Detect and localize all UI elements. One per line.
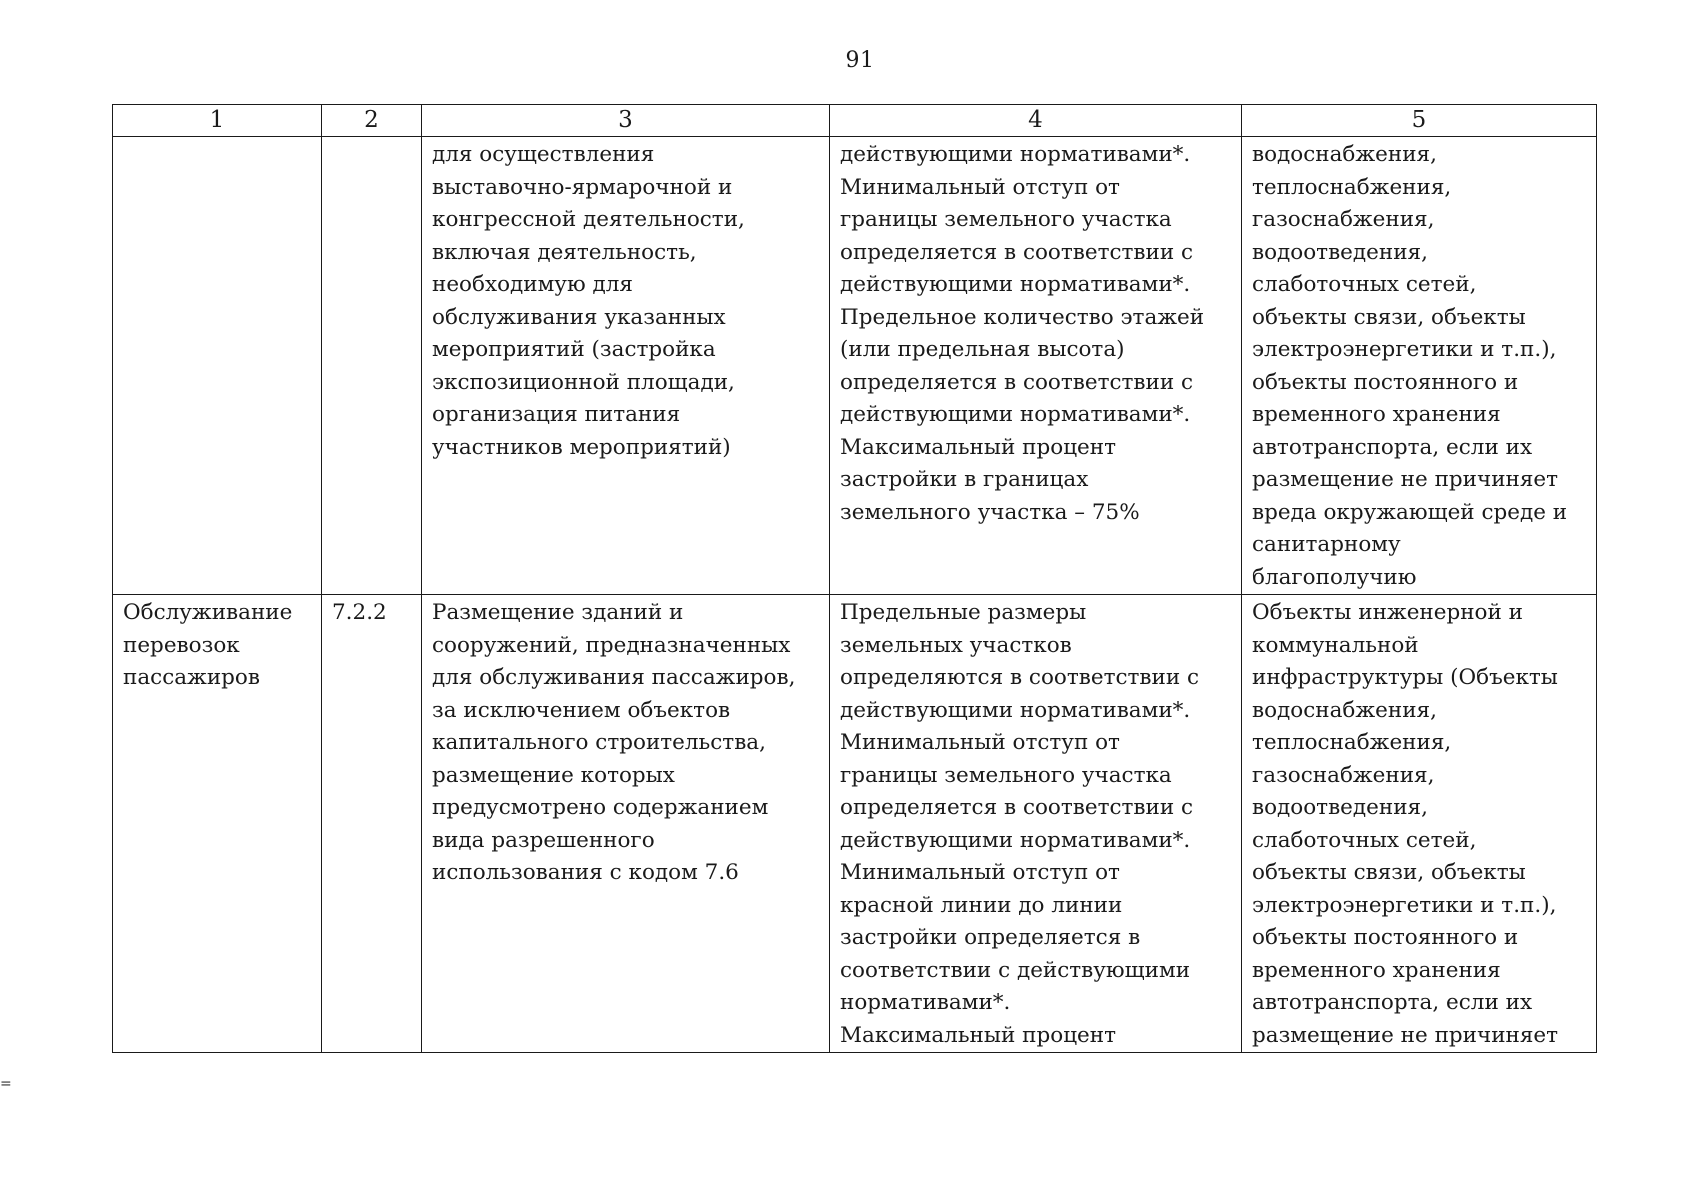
use-name-text: Обслуживание перевозок пассажиров: [123, 600, 293, 690]
header-row: [113, 105, 1597, 137]
column-header-4: 4: [830, 105, 1242, 137]
page-number: 91: [845, 48, 875, 73]
cell-use-description: [422, 595, 830, 1053]
cell-use-code: [322, 137, 422, 595]
cell-auxiliary-uses: [1242, 137, 1597, 595]
use-code-text: 7.2.2: [332, 600, 387, 625]
table-header: [113, 105, 1597, 137]
table-body: [113, 137, 1597, 1053]
parameters-text: действующими нормативами*. Минимальный отступ от границы земельного участка определяется в соответствии с действующими нормативами*. Предельное количество этажей (или предельная высота) определяется в соответствии с действующими нормативами*. Максимальный процент застройки в границах земельного участка – 75%: [840, 142, 1205, 525]
cell-parameters: [830, 595, 1242, 1053]
margin-mark: =: [0, 1076, 12, 1092]
land-use-table: [112, 104, 1597, 1053]
auxiliary-uses-text: Объекты инженерной и коммунальной инфраструктуры (Объекты водоснабжения, теплоснабжения, газоснабжения, водоотведения, слаботочных сетей, объекты связи, объекты электроэнергетики и т.п.), объекты постоянного и временного хранения автотранспорта, если их размещение не причиняет: [1252, 600, 1559, 1048]
table-row: [113, 595, 1597, 1053]
use-description-text: Размещение зданий и сооружений, предназначенных для обслуживания пассажиров, за исключением объектов капитального строительства, размещение которых предусмотрено содержанием вида разрешенного использования с кодом 7.6: [432, 600, 796, 885]
parameters-text: Предельные размеры земельных участков определяются в соответствии с действующими нормативами*. Минимальный отступ от границы земельного участка определяется в соответствии с действующими нормативами*. Минимальный отступ от красной линии до линии застройки определяется в соответствии с действующими нормативами*. Максимальный процент: [840, 600, 1200, 1048]
cell-parameters: [830, 137, 1242, 595]
column-header-2: 2: [322, 105, 422, 137]
cell-auxiliary-uses: [1242, 595, 1597, 1053]
cell-use-description: [422, 137, 830, 595]
cell-use-name: [113, 595, 322, 1053]
column-header-1: 1: [113, 105, 322, 137]
table-row: [113, 137, 1597, 595]
column-header-3: 3: [422, 105, 830, 137]
auxiliary-uses-text: водоснабжения, теплоснабжения, газоснабжения, водоотведения, слаботочных сетей, объекты связи, объекты электроэнергетики и т.п.), объекты постоянного и временного хранения автотранспорта, если их размещение не причиняет вреда окружающей среде и санитарному благополучию: [1252, 142, 1568, 590]
cell-use-name: [113, 137, 322, 595]
cell-use-code: [322, 595, 422, 1053]
column-header-5: 5: [1242, 105, 1597, 137]
use-description-text: для осуществления выставочно-ярмарочной и конгрессной деятельности, включая деятельность, необходимую для обслуживания указанных мероприятий (застройка экспозиционной площади, организация питания участников мероприятий): [432, 142, 745, 460]
